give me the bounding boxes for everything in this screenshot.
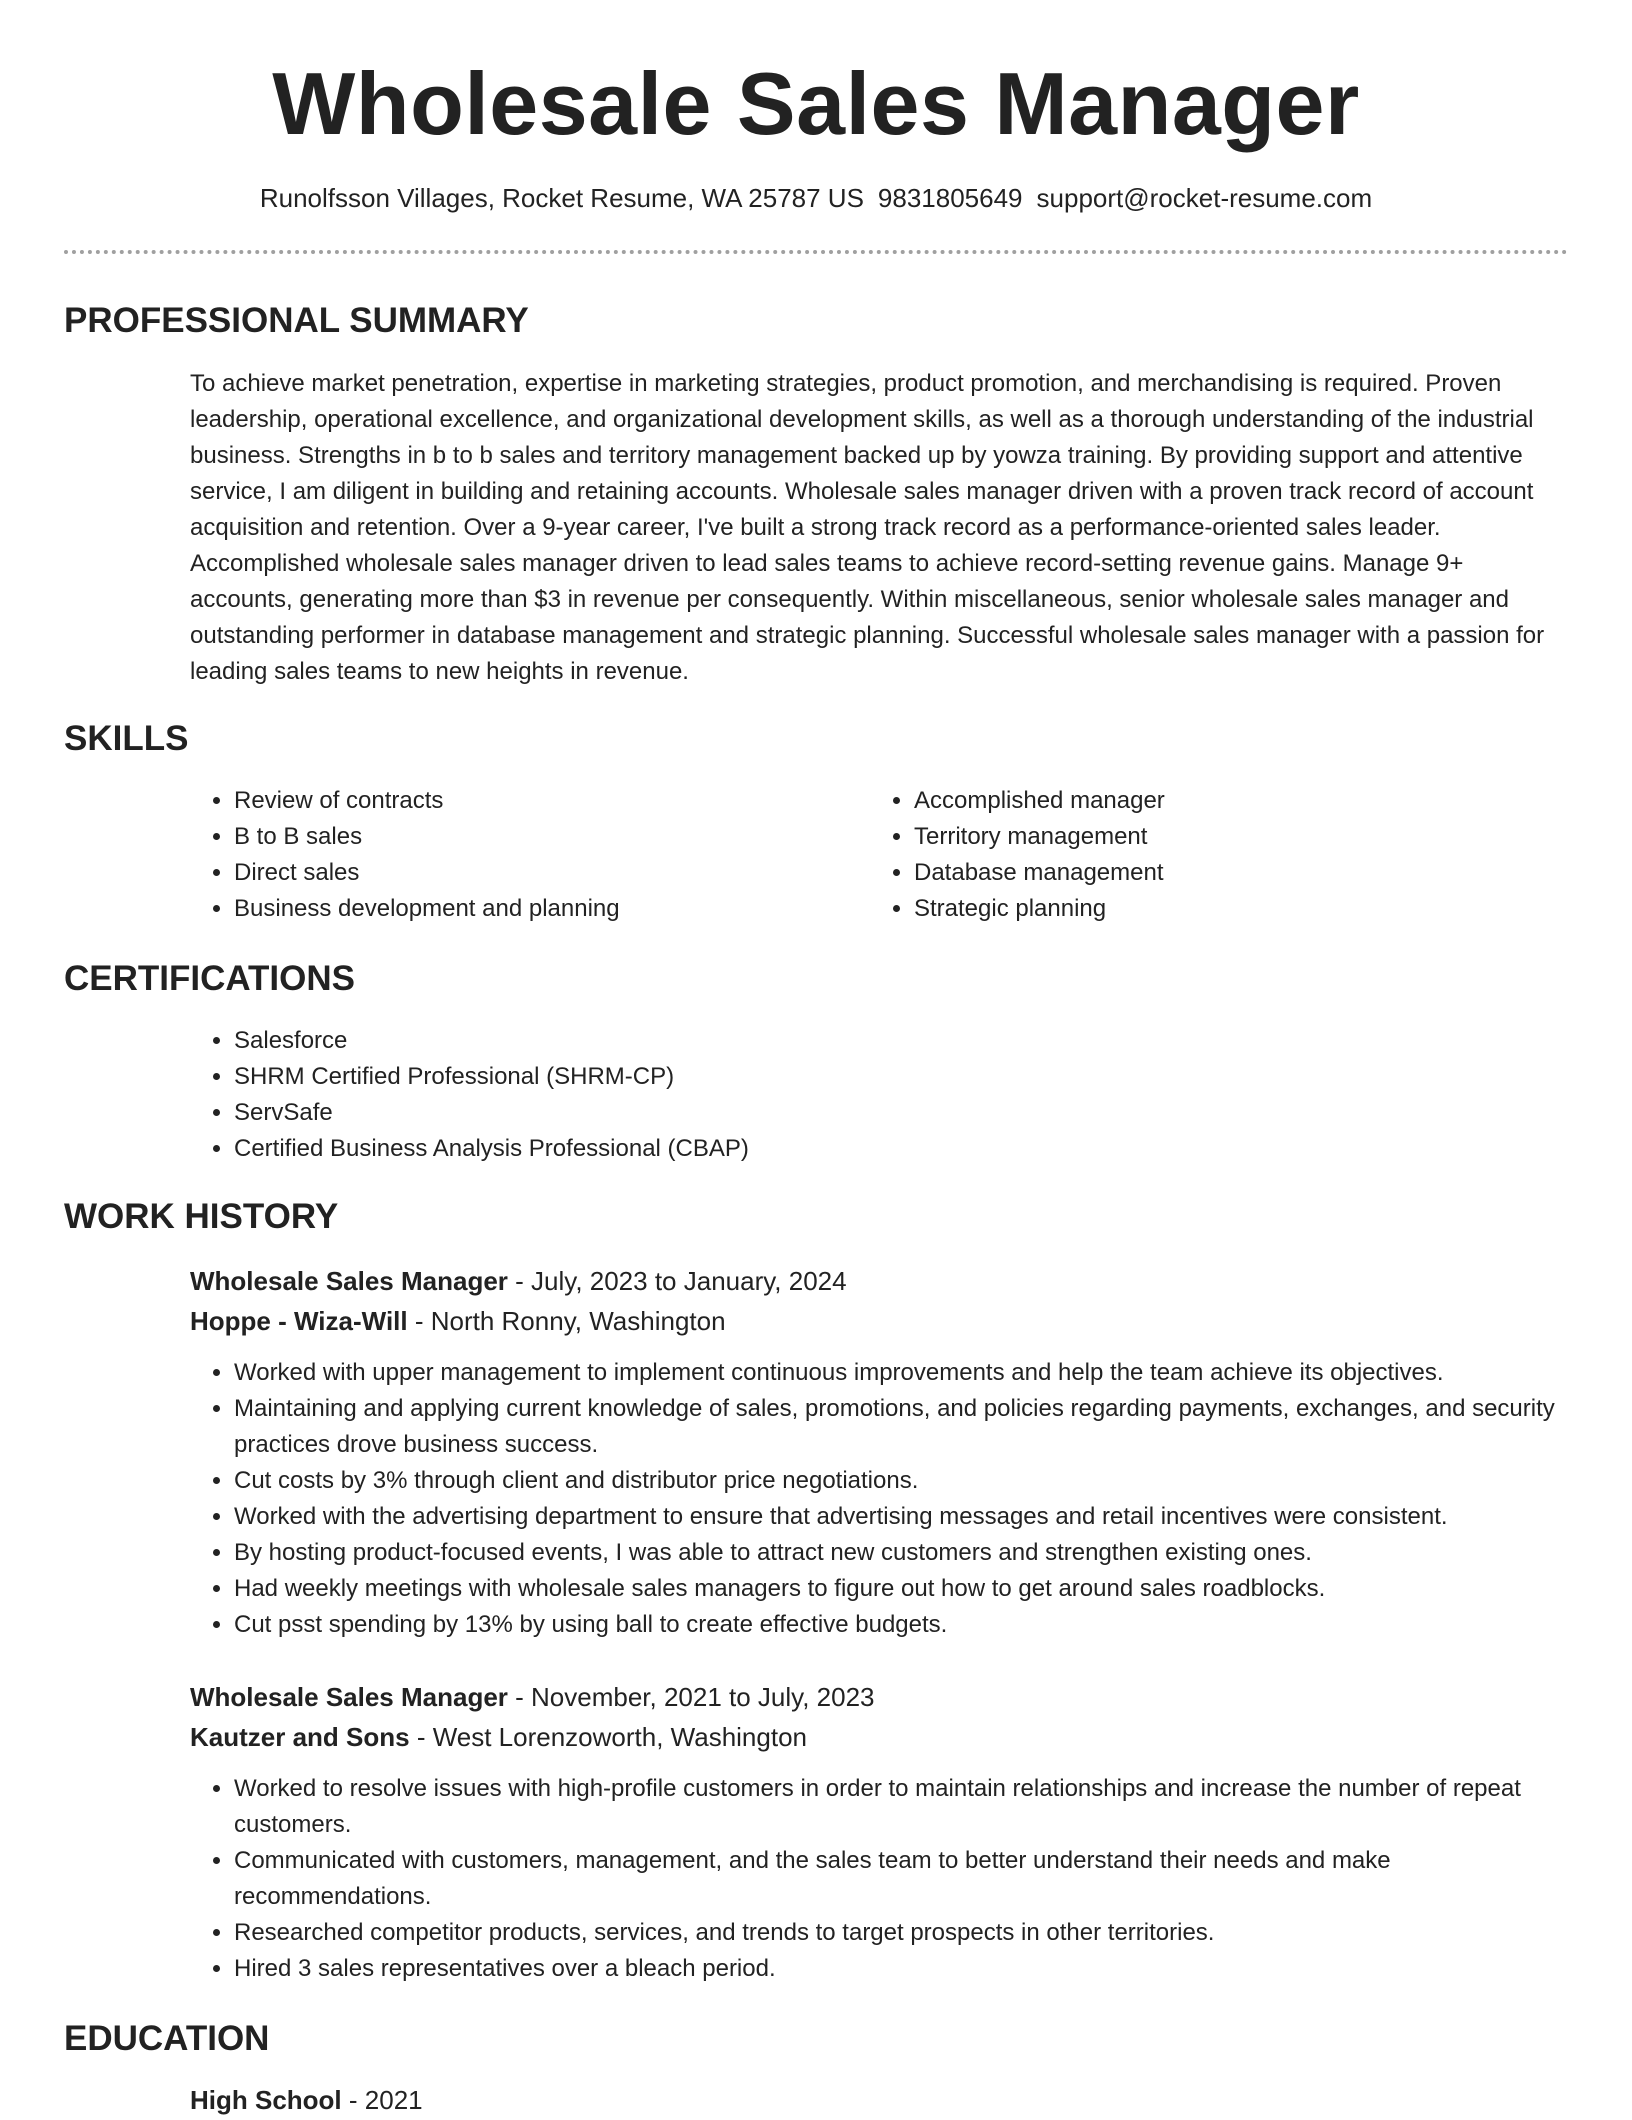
list-item: • ServSafe xyxy=(234,1095,1574,1131)
list-item: • Strategic planning xyxy=(914,891,1554,927)
job-bullets xyxy=(190,1771,1574,1987)
job-title: Wholesale Sales Manager xyxy=(190,1682,508,1712)
list-item: • Worked with upper management to implement continuous improvements and help the team achieve its objectives. xyxy=(234,1355,1574,1391)
list-item: • B to B sales xyxy=(234,819,874,855)
education-line xyxy=(190,2080,1570,2120)
job-title-line xyxy=(190,1677,1570,1717)
list-item: • Worked with the advertising department to ensure that advertising messages and retail incentives were consistent. xyxy=(234,1499,1574,1535)
job-bullets xyxy=(190,1355,1574,1643)
education-degree: High School xyxy=(190,2085,342,2115)
job-title-line xyxy=(190,1261,1570,1301)
list-item: • Had weekly meetings with wholesale sales managers to figure out how to get around sales roadblocks. xyxy=(234,1571,1574,1607)
list-item: • Hired 3 sales representatives over a bleach period. xyxy=(234,1951,1574,1987)
job-company: Hoppe - Wiza-Will xyxy=(190,1306,408,1336)
contact-line xyxy=(0,178,1632,218)
contact-address: Runolfsson Villages, Rocket Resume, WA 25787 US xyxy=(259,183,864,213)
list-item: • Accomplished manager xyxy=(914,783,1554,819)
list-item: • Database management xyxy=(914,855,1554,891)
list-item: • Business development and planning xyxy=(234,891,874,927)
list-item: • SHRM Certified Professional (SHRM-CP) xyxy=(234,1059,1574,1095)
summary-heading: PROFESSIONAL SUMMARY xyxy=(64,301,529,340)
list-item: • Worked to resolve issues with high-profile customers in order to maintain relationships and increase the number of repeat customers. xyxy=(234,1771,1574,1843)
skills-list-right xyxy=(870,783,1554,927)
education-year: - 2021 xyxy=(341,2085,423,2115)
list-item: • Cut psst spending by 13% by using ball to create effective budgets. xyxy=(234,1607,1574,1643)
list-item: • Maintaining and applying current knowledge of sales, promotions, and policies regarding payments, exchanges, and security practices drove business success. xyxy=(234,1391,1574,1463)
contact-email: support@rocket-resume.com xyxy=(1036,183,1373,213)
resume-title: Wholesale Sales Manager xyxy=(272,54,1360,153)
skills-heading: SKILLS xyxy=(64,719,189,758)
header-divider xyxy=(64,250,1568,254)
list-item: • Salesforce xyxy=(234,1023,1574,1059)
list-item: • Direct sales xyxy=(234,855,874,891)
education-heading: EDUCATION xyxy=(64,2019,270,2058)
list-item: • Certified Business Analysis Professional (CBAP) xyxy=(234,1131,1574,1167)
job-location: - North Ronny, Washington xyxy=(407,1306,726,1336)
job-company-line xyxy=(190,1301,1570,1341)
list-item: • Review of contracts xyxy=(234,783,874,819)
job-title: Wholesale Sales Manager xyxy=(190,1266,508,1296)
list-item: • Territory management xyxy=(914,819,1554,855)
job-location: - West Lorenzoworth, Washington xyxy=(409,1722,807,1752)
job-company: Kautzer and Sons xyxy=(190,1722,410,1752)
work-history-heading: WORK HISTORY xyxy=(64,1197,339,1236)
contact-phone: 9831805649 xyxy=(877,183,1023,213)
skills-list-left xyxy=(190,783,874,927)
certifications-list xyxy=(190,1023,1574,1167)
job-company-line xyxy=(190,1717,1570,1757)
list-item: • Cut costs by 3% through client and distributor price negotiations. xyxy=(234,1463,1574,1499)
list-item: • By hosting product-focused events, I was able to attract new customers and strengthen existing ones. xyxy=(234,1535,1574,1571)
summary-text: To achieve market penetration, expertise in marketing strategies, product promotion, and merchandising is required. Proven leadership, operational excellence, and organizational development skills, as well as a thorough understanding of the industrial business. Strengths in b to b sales and territory management backed up by yowza training. By providing support and attentive service, I am diligent in building and retaining accounts. Wholesale sales manager driven with a proven track record of account acquisition and retention. Over a 9-year career, I've built a strong track record as a performance-oriented sales leader. Accomplished wholesale sales manager driven to lead sales teams to achieve record-setting revenue gains. Manage 9+ accounts, generating more than $3 in revenue per consequently. Within miscellaneous, senior wholesale sales manager and outstanding performer in database management and strategic planning. Successful wholesale sales manager with a passion for leading sales teams to new heights in revenue. xyxy=(190,370,1545,685)
list-item: • Communicated with customers, management, and the sales team to better understand their needs and make recommendations. xyxy=(234,1843,1574,1915)
job-dates: - July, 2023 to January, 2024 xyxy=(507,1266,847,1296)
list-item: • Researched competitor products, services, and trends to target prospects in other territories. xyxy=(234,1915,1574,1951)
job-dates: - November, 2021 to July, 2023 xyxy=(507,1682,875,1712)
certifications-heading: CERTIFICATIONS xyxy=(64,959,356,998)
